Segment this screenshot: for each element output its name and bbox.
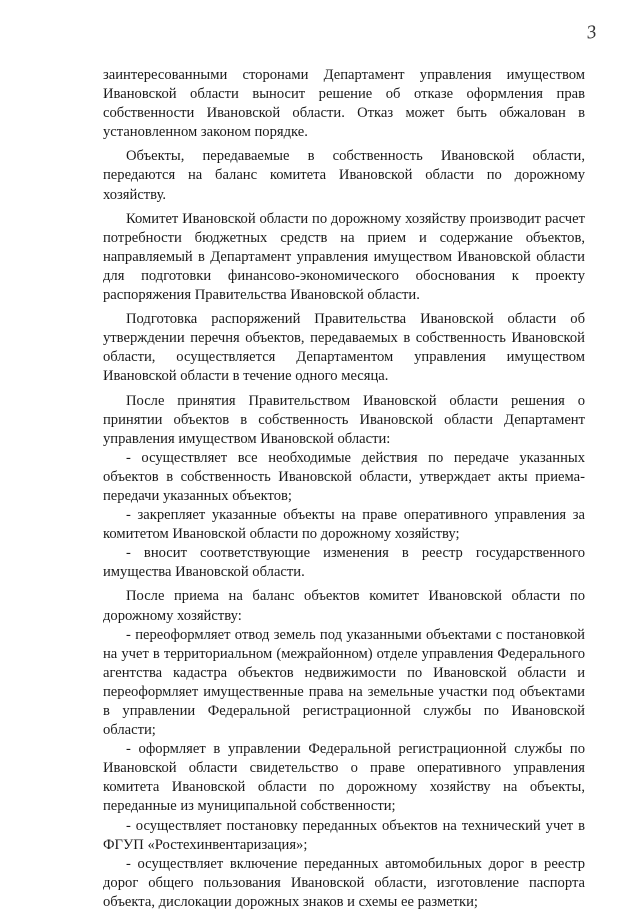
paragraph-after-acceptance: После приема на баланс объектов комитет Ивановской области по дорожному хозяйству: [103,588,585,624]
paragraph-preparation: Подготовка распоряжений Правительства Ивановской области об утверждении перечня объектов, передаваемых в собственность Ивановской области, осуществляется Департаментом управления имуществом Ивановской области в течение одного месяца. [103,311,585,385]
list-item-registry-changes: - вносит соответствующие изменения в реестр государственного имущества Ивановской области. [103,545,585,581]
paragraph-objects-transfer: Объекты, передаваемые в собственность Ивановской области, передаются на баланс комитета Ивановской области по дорожному хозяйству. [103,148,585,203]
paragraph-after-decision: После принятия Правительством Ивановской области решения о принятии объектов в собственность Ивановской области Департамент управления имуществом Ивановской области: [103,392,585,447]
list-item-operational-management: - закрепляет указанные объекты на праве оперативного управления за комитетом Ивановской области по дорожному хозяйству; [103,507,585,543]
document-body [103,66,585,912]
list-item-transfer-actions: - осуществляет все необходимые действия по передаче указанных объектов в собственность Ивановской области, утверждает акты приема-передачи указанных объектов; [103,449,585,504]
list-item-land-allocation: - переоформляет отвод земель под указанными объектами с постановкой на учет в территориальном (межрайонном) отделе управления Федерального агентства кадастра объектов недвижимости по Ивановской области и переоформляет имущественные права на земельные участки под объектами в управлении Федеральной регистрационной службы по Ивановской области; [103,626,585,739]
list-item-certificate: - оформляет в управлении Федеральной регистрационной службы по Ивановской области свидетельство о праве оперативного управления комитета Ивановской области по дорожному хозяйству на объекты, переданные из муниципальной собственности; [103,741,585,815]
page-number: 3 [585,21,598,44]
paragraph-continuation: заинтересованными сторонами Департамент управления имуществом Ивановской области выносит решение об отказе оформления прав собственности Ивановской области. Отказ может быть обжалован в установленном законом порядке. [103,67,585,141]
list-item-technical-registration: - осуществляет постановку переданных объектов на технический учет в ФГУП «Ростехинвентаризация»; [103,817,585,853]
paragraph-committee-budget: Комитет Ивановской области по дорожному хозяйству производит расчет потребности бюджетных средств на прием и содержание объектов, направляемый в Департамент управления имуществом Ивановской области для подготовки финансово-экономического обоснования к проекту распоряжения Правительства Ивановской области. [103,210,585,304]
list-item-road-registry: - осуществляет включение переданных автомобильных дорог в реестр дорог общего пользования Ивановской области, изготовление паспорта объекта, дислокации дорожных знаков и схемы ее разметки; [103,855,585,910]
